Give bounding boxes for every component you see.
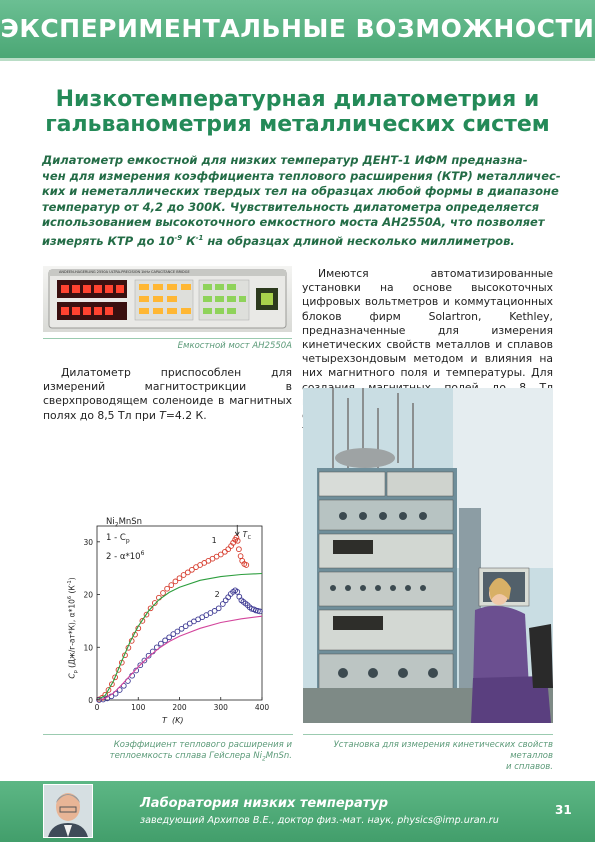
data-point (226, 547, 231, 552)
right-paragraph: Имеются автоматизированные установки на основе высокоточных цифровых вольтметров и коммутационных блоков фирм Solartron, Kethley, предназначенные для измерения кинетических свойств металлов и сплавов четырехзондовым методом и влияния на них магнитного поля и температуры. Для (302, 267, 553, 380)
thermal-expansion-chart (66, 510, 274, 730)
tc-label: T (242, 530, 248, 540)
intro-line: использованием высокоточного емкостного моста АН2550А, что позволяет (42, 215, 545, 230)
data-point (226, 595, 231, 600)
page-number: 31 (555, 803, 572, 817)
avatar (43, 784, 93, 838)
intro-line: ких и неметаллических твердых тел на образцах любой формы в диапазоне (42, 184, 559, 199)
curve-label: 2 (214, 590, 220, 600)
lab-caption: Установка для измерения кинетических свойств металлов и сплавов. (333, 740, 553, 772)
y-tick-label: 20 (83, 590, 93, 600)
x-tick-label: 300 (213, 703, 228, 712)
caption-divider (43, 734, 293, 735)
bridge-caption: Емкостной мост АН2550А (177, 341, 292, 351)
intro-line: чен для измерения коэффициента теплового расширения (КТР) металличес- (42, 168, 561, 183)
data-point (169, 583, 174, 588)
legend-title: $Ni_2MnSn$ (106, 517, 143, 529)
article-title-line-1: Низкотемпературная дилатометрия и (55, 87, 540, 112)
footer-lab-name: Лаборатория низких температур (140, 796, 389, 811)
caption-divider (43, 338, 292, 339)
lab-setup-photo (303, 388, 553, 723)
data-point (223, 598, 228, 603)
data-point (177, 576, 182, 581)
x-tick-label: 0 (94, 703, 100, 712)
capacitance-bridge-photo (43, 266, 292, 332)
data-point (223, 549, 228, 554)
data-point (238, 554, 243, 559)
chart-x-axis-label: T (K) (162, 716, 184, 725)
legend-item: $1 - C_p$ (106, 532, 130, 545)
data-point (237, 547, 242, 552)
x-tick-label: 200 (172, 703, 187, 712)
chart-y-axis-label: $C_p$ (Дж/г-ат*К), $\alpha*10^6$ $(К^{-1})$ (67, 577, 79, 679)
chart-caption: Коэффициент теплового расширения и теплоемкость сплава Гейслера $Ni_2MnSn$. (109, 740, 292, 763)
legend-item: $2 - \alpha*10^6$ (106, 550, 145, 563)
y-tick-label: 10 (83, 643, 93, 653)
data-point (165, 586, 170, 591)
header-underline (0, 58, 595, 61)
intro-line: температур от 4,2 до 300К. Чувствительность дилатометра определяется (42, 199, 539, 214)
data-point (161, 591, 166, 596)
x-tick-label: 100 (131, 703, 146, 712)
caption-divider (303, 734, 553, 735)
section-title: ЭКСПЕРИМЕНТАЛЬНЫЕ ВОЗМОЖНОСТИ (0, 14, 595, 43)
article-title-line-2: гальванометрия металлических систем (45, 112, 550, 137)
bridge-brand-label: ANDEEN-HAGERLING 2550A ULTRA-PRECISION 1kHz CAPACITANCE BRIDGE (59, 270, 190, 274)
article-title (40, 87, 555, 137)
intro-line-last: измерять КТР до $10^{-9}$ $К^{-1}$ на образцах длиной несколько миллиметров. (42, 233, 515, 248)
intro-paragraph (42, 153, 561, 249)
footer-head-info: заведующий Архипов В.Е., доктор физ.-мат. наук, physics@imp.uran.ru (140, 815, 499, 826)
left-paragraph: Дилатометр приспособлен для измерений магнитострикции в сверхпроводящем соленоиде в магнитных полях до 8,5 Тл при T=4.2 К. (43, 366, 292, 422)
intro-line: Дилатометр емкостной для низких температур ДЕНТ-1 ИФМ предназна- (42, 153, 528, 167)
data-point (167, 635, 172, 640)
tc-label-sub: C (247, 535, 252, 542)
y-tick-label: 0 (88, 696, 93, 705)
y-tick-label: 30 (83, 537, 93, 547)
data-point (216, 606, 221, 611)
chart-legend (106, 516, 144, 564)
curve-label: 1 (211, 535, 217, 545)
data-point (173, 579, 178, 584)
x-tick-label: 400 (254, 703, 270, 712)
